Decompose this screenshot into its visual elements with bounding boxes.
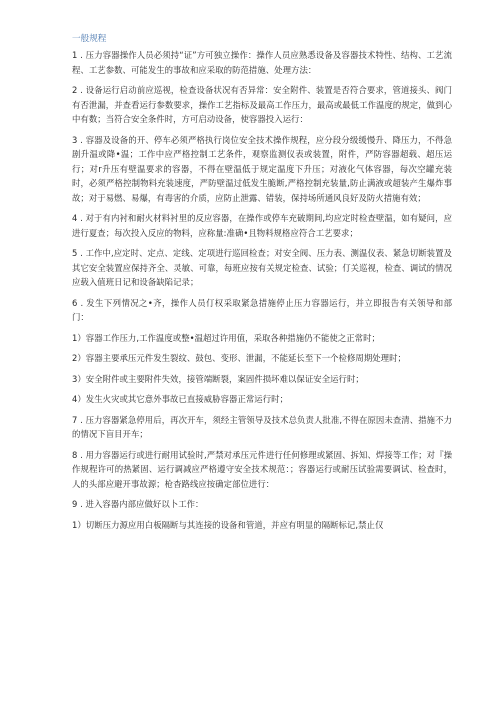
section-heading: 一般规程 — [72, 34, 107, 44]
paragraph-8: 8 . 用力容器运行或进行耐用试验时,严禁对承压元件进行任何修理或紧固、拆知、焊接等工作；对『操作规程许可的热紧固、运行调减应严格遵守安全技术规范：；容器运行或耐压试验需要调试、检查时，人的头部应避开事故源；枪杳路线应按确定部位进行： — [72, 449, 452, 489]
paragraph-2: 2 . 设备运行启动前应巡视，检查设备状况有否异常：安全附件、装置是否符合要求，管道接头、阀门有否泄漏，并查看运行参数要求，操作工艺指标及最高工作压力，最高或最低工作温度的规定，做到心中有数；当符合安全条件时，方可启动设备，使容器投入运行： — [72, 85, 452, 124]
sub-item-6-3: 3）安全附件或主要附件失效，接管端断裂，案固件损坏难以保证安全运行时； — [72, 373, 364, 384]
paragraph-6: 6 . 发生下列情况之•齐，操作人员仃权采取紧急措施停止压力容器运行，并立即报告有关领导和部门： — [72, 297, 452, 322]
paragraph-7: 7 . 压力容器紧急停用后，再次开车，须经主管领导及技术总负责人批准,不得在原因未查清、措施不力的情况下盲目开车； — [72, 414, 452, 439]
paragraph-3: 3 . 容器及设备的开、停车必须严格执行岗位安全技术操作规程，应分段分级缓慢升、降压力，不得急剧升温或降•温；工作中应严格控制工艺条件，观察监测仪表或装置，附件，严防容器超载、超压运行；对r升压有壁温要求的容器，不得在壁温低于规定温度下升压；对液化气体容器，每次空罐充装时，必须严格控制物料充装速度，严防壁温过低发生脆断,严格控制充装量,防止满液或超装产生爆炸事故；对于易燃、易爆，有毒害的介质，应防止泄露、错装，保持场所通风良好及防火措施有效； — [72, 134, 452, 203]
sub-item-6-1: 1）容器工作压力,工作温度或整•温超过许用值，采取各种措施仍不能使之正常时； — [72, 332, 380, 343]
paragraph-9: 9 . 进入容器内部应做好以卜工作： — [72, 499, 204, 509]
sub-item-6-2: 2）容器主要承压元件发生裂纹、鼓包、变形、泄漏，不能延长至下一个检修周期处理时； — [72, 353, 406, 363]
paragraph-4: 4 . 对于有内衬和耐火材料衬里的反应容器，在操作或停车充破期间,均应定时检查壁温，如有疑问，应进行夏查；每次投入反应的物料，应称量:准确•且物料规格应符合工艺要求； — [72, 213, 452, 238]
paragraph-5: 5 . 工作中,应定时、定点、定线、定项进行巡回检查；对安全阀、压力表、测温仪表、紧急切断装置及其它安全装置应保持齐全、灵敏、可靠，每班应按有关规定检查、试验；仃关巡视，检查、调试的情况应载入值班日记和设备缺陷记录； — [72, 248, 452, 287]
sub-item-6-4: 4）发生火灾或其它意外事故已直接威胁容器正常运行时； — [72, 394, 289, 404]
paragraph-1: 1 . 压力容器操作人员必须持“证”方可独立操作：操作人员应熟悉设备及容器技术特性、结构、工艺流程、工艺参数、可能发生的事故和应采取的防范措施、处理方法： — [72, 50, 452, 75]
sub-item-9-1: 1）切断压力源应用白板隔断与其连接的设备和管道，并应有明显的隔断标记,禁止仅 — [72, 519, 384, 530]
